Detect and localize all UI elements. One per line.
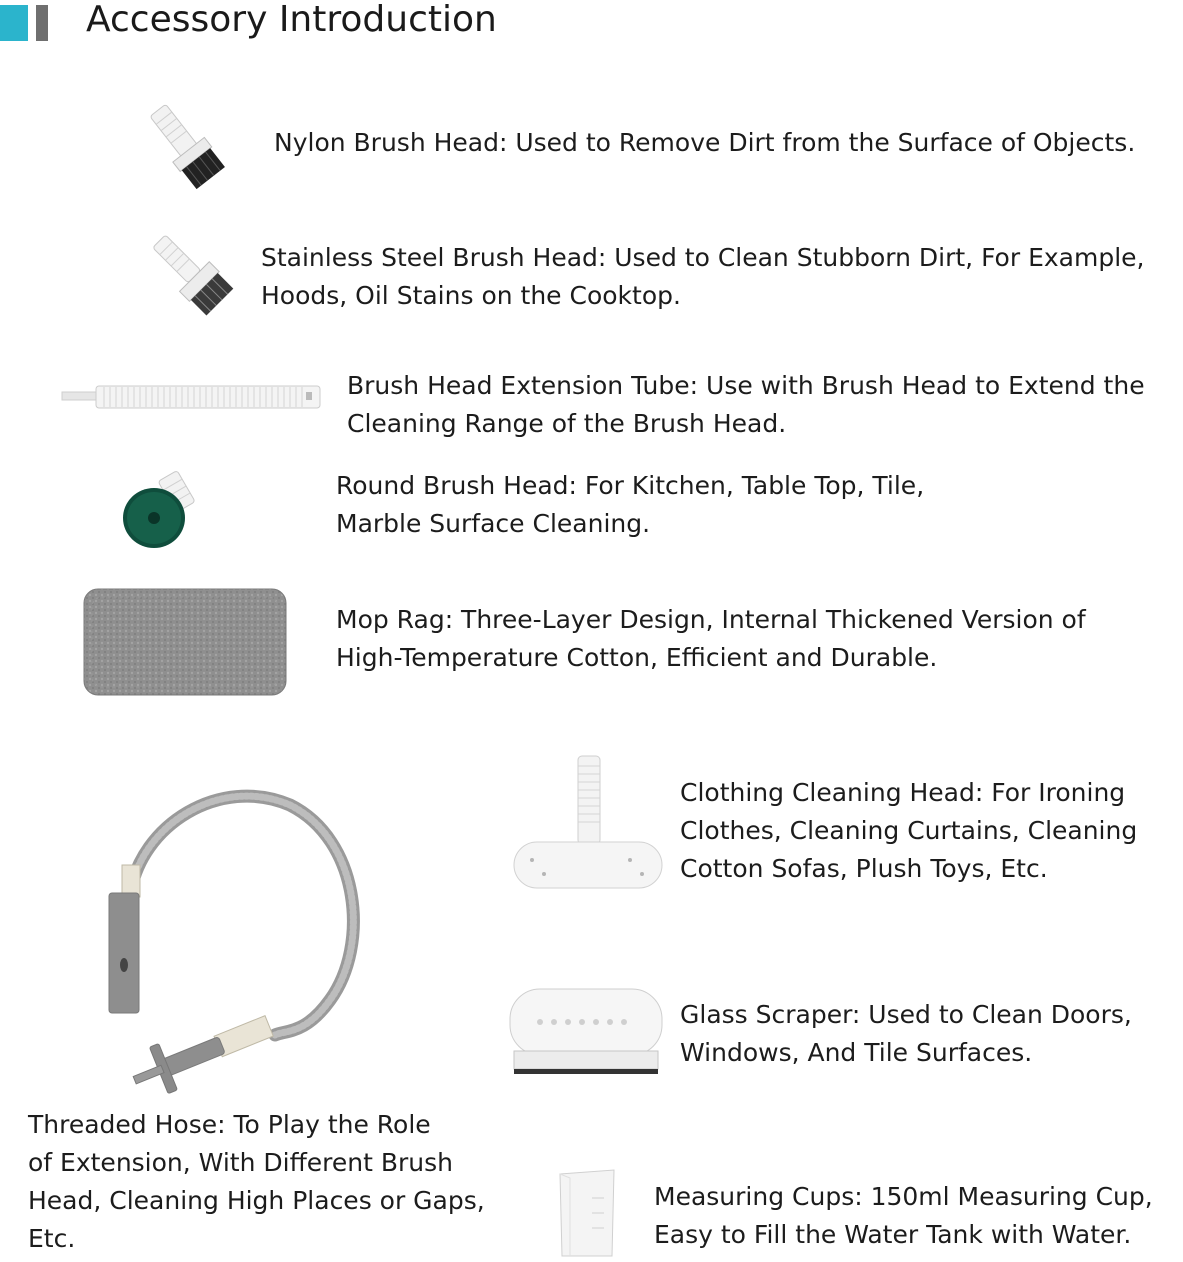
accent-bar-gray [36,5,48,41]
threaded-hose-description: Threaded Hose: To Play the Role of Extension, With Different Brush Head, Cleaning High Places or Gaps, Etc. [28,1110,485,1253]
measuring-cup-icon [552,1168,622,1258]
measuring-cup-description: Measuring Cups: 150ml Measuring Cup, Easy to Fill the Water Tank with Water. [654,1182,1153,1249]
mop-rag-icon [82,587,288,697]
round-brush-head-description: Round Brush Head: For Kitchen, Table Top, Tile, Marble Surface Cleaning. [336,471,925,538]
accent-bar-cyan [0,5,28,41]
glass-scraper-icon [506,985,666,1077]
glass-scraper-description: Glass Scraper: Used to Clean Doors, Windows, And Tile Surfaces. [680,1000,1132,1067]
threaded-hose-icon [100,785,370,1100]
page-title: Accessory Introduction [86,0,497,40]
clothing-cleaning-head-description: Clothing Cleaning Head: For Ironing Clothes, Cleaning Curtains, Cleaning Cotton Sofas, Plush Toys, Etc. [680,778,1138,883]
round-brush-head-icon [118,470,213,555]
nylon-brush-head-description: Nylon Brush Head: Used to Remove Dirt from the Surface of Objects. [274,128,1136,157]
nylon-brush-head-icon [130,100,240,200]
stainless-steel-brush-head-description: Stainless Steel Brush Head: Used to Clean Stubborn Dirt, For Example, Hoods, Oil Stains on the Cooktop. [261,243,1145,310]
extension-tube-icon [60,378,325,414]
section-header [0,0,700,44]
clothing-cleaning-head-icon [510,752,665,892]
extension-tube-description: Brush Head Extension Tube: Use with Brush Head to Extend the Cleaning Range of the Brush Head. [347,371,1145,438]
mop-rag-description: Mop Rag: Three-Layer Design, Internal Thickened Version of High-Temperature Cotton, Efficient and Durable. [336,605,1086,672]
stainless-steel-brush-head-icon [138,228,248,328]
